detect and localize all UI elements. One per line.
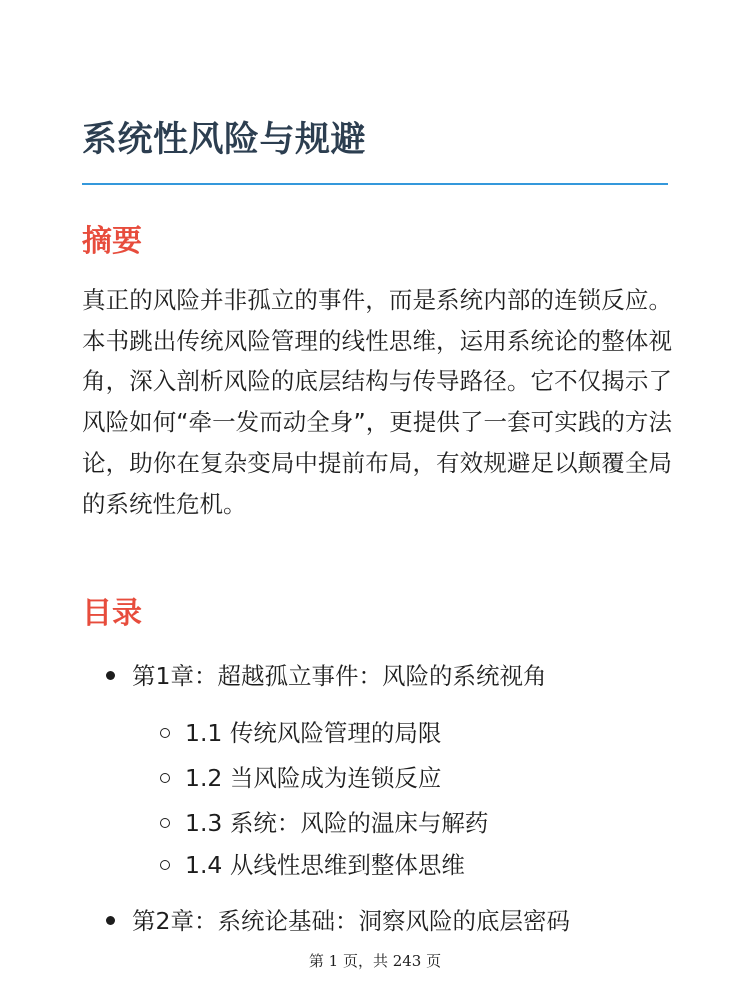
circle-bullet-icon [160,773,170,783]
page-indicator: 第 1 页，共 243 页 [308,952,442,970]
document-title: 系统性风险与规避 [82,120,367,160]
toc-section-label: 1.3 系统：风险的温床与解药 [185,809,489,837]
circle-bullet-icon [160,728,170,738]
toc-section-1-4[interactable] [160,849,465,881]
toc-section-1-3[interactable] [160,807,488,839]
circle-bullet-icon [160,818,170,828]
toc-chapter-label: 第2章：系统论基础：洞察风险的底层密码 [132,907,570,935]
toc-section-1-1[interactable] [160,717,441,749]
bullet-icon [106,671,115,680]
abstract-heading: 摘要 [82,224,142,259]
toc-heading: 目录 [82,596,142,631]
toc-chapter-label: 第1章：超越孤立事件：风险的系统视角 [132,662,547,690]
toc-section-1-2[interactable] [160,762,441,794]
toc-section-label: 1.1 传统风险管理的局限 [185,719,442,747]
bullet-icon [106,916,115,925]
toc-chapter-1[interactable] [106,660,546,692]
title-divider [82,183,668,185]
toc-section-label: 1.2 当风险成为连锁反应 [185,764,442,792]
toc-section-label: 1.4 从线性思维到整体思维 [185,851,465,879]
toc-chapter-2[interactable] [106,905,570,937]
abstract-body: 真正的风险并非孤立的事件，而是系统内部的连锁反应。本书跳出传统风险管理的线性思维，运用系统论的整体视角，深入剖析风险的底层结构与传导路径。它不仅揭示了风险如何“牵一发而动全身”，更提供了一套可实践的方法论，助你在复杂变局中提前布局，有效规避足以颠覆全局的系统性危机。 [82,286,672,518]
circle-bullet-icon [160,860,170,870]
